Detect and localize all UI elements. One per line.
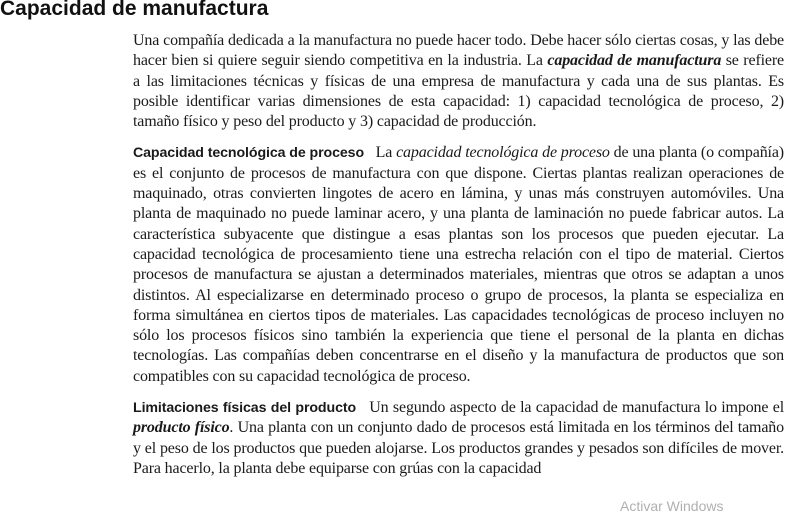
intro-paragraph bbox=[133, 31, 784, 132]
body-text bbox=[133, 31, 784, 490]
activation-watermark: Activar Windows bbox=[620, 498, 724, 514]
phys-text-end: . Una planta con un conjunto dado de procesos está limitada en los términos del tamaño y el peso de los productos que pueden alojarse. Los productos grandes y pesados son difíciles de mover. Para hacerlo, la planta debe equiparse con grúas con la capacidad bbox=[133, 419, 784, 477]
tech-capacity-paragraph bbox=[133, 143, 784, 387]
intro-text-end: se refiere a las limitaciones técnicas y físicas de una empresa de manufactura y cada una de sus plantas. Es posible identificar varias dimensiones de esta capacidad: 1) capacidad tecnológica de proceso, 2) tamaño físico y peso del producto y 3) capacidad de producción. bbox=[133, 52, 784, 131]
tech-capacity-heading: Capacidad tecnológica de proceso bbox=[133, 145, 365, 162]
physical-limits-heading: Limitaciones físicas del producto bbox=[133, 400, 357, 417]
physical-limits-paragraph bbox=[133, 398, 784, 479]
term-capacidad-de-manufactura: capacidad de manufactura bbox=[547, 52, 722, 70]
term-capacidad-tecnologica: capacidad tecnológica de proceso bbox=[396, 144, 610, 162]
intro-text-start: Una compañía dedicada a la manufactura no puede hacer todo. Debe hacer sólo ciertas cosas, y las debe hacer bien si quiere seguir siendo competitiva en la industria. La bbox=[133, 32, 784, 70]
tech-text-end: de una planta (o compañía) es el conjunto de procesos de manufactura con que dispone. Ciertas plantas realizan operaciones de maquinado, otras convierten lingotes de acero en lámina, y unas más construyen automóviles. Una planta de maquinado no puede laminar acero, y una planta de laminación no puede fabricar autos. La característica subyacente que distingue a esas plantas son los procesos que pueden ejecutar. La capacidad tecnológica de procesamiento tiene una estrecha relación con el tipo de material. Ciertos procesos de manufactura se ajustan a determinados materiales, mientras que otros se adaptan a unos distintos. Al especializarse en determinado proceso o grupo de procesos, la planta se especializa en forma simultánea en ciertos tipos de materiales. Las capacidades tecnológicas de proceso incluyen no sólo los procesos físicos sino también la experiencia que tiene el personal de la planta en dichas tecnologías. Las compañías deben concentrarse en el diseño y la manufactura de productos que son compatibles con su capacidad tecnológica de proceso. bbox=[133, 144, 784, 385]
section-title: Capacidad de manufactura bbox=[0, 0, 269, 20]
tech-text-start: La bbox=[375, 144, 397, 162]
term-producto-fisico: producto físico bbox=[133, 419, 230, 437]
phys-text-start: Un segundo aspecto de la capacidad de manufactura lo impone el bbox=[369, 399, 784, 417]
